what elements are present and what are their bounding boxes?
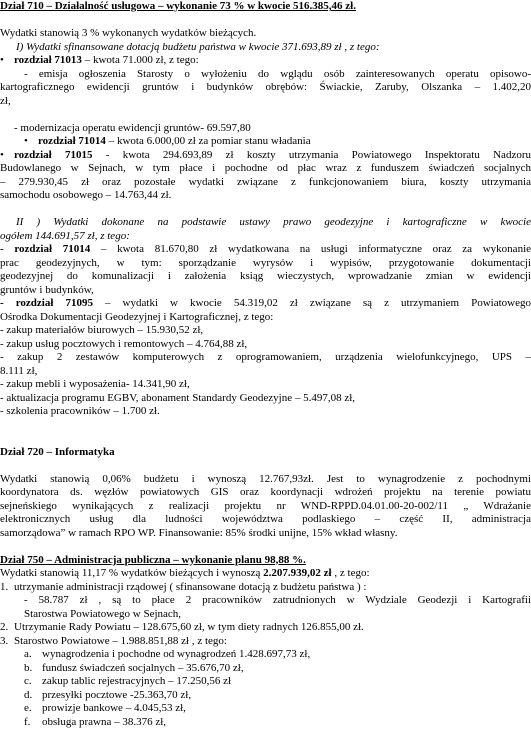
section-710-heading: Dział 710 – Działalność usługowa – wykonanie 73 % w kwocie 516.385,46 zł. (0, 0, 531, 14)
list-item: - zakup 2 zestawów komputerowych z oprogramowaniem, urządzenia wielofunkcyjnego, UPS – (0, 351, 531, 365)
list-item-2: 2. Utrzymanie Rady Powiatu – 128.675,60 zł, w tym diety radnych 126.855,00 zł. (0, 621, 531, 635)
r71015-text: – 279.930,45 zł oraz pozostałe wydatki związane z funkcjonowaniem biura, koszty utrzymania (0, 176, 531, 190)
list-item: - zakup mebli i wyposażenia- 14.341,90 zł, (0, 378, 531, 392)
part-ii-heading: II ) Wydatki dokonane na podstawie ustawy prawo geodezyjne i kartograficzne w kwocie (0, 216, 531, 230)
part-ii-heading: ogółem 144.691,57 zł, z tego: (0, 230, 531, 244)
list-item: 8.111 zł, (0, 365, 531, 379)
section-720-text: elektronicznych usług dla ludności województwa podlaskiego – część II, administracja (0, 513, 531, 527)
p71014-text: prac geodezyjnych, w tym: sporządzanie wyrysów i wypisów, przygotowanie dokumentacji (0, 257, 531, 271)
section-710-intro: Wydatki stanowią 3 % wykonanych wydatków bieżących. (0, 27, 531, 41)
section-750-intro: Wydatki stanowią 11,17 % wydatków bieżących i wynoszą 2.207.939,02 zł , z tego: (0, 567, 531, 581)
r71015-text: Budowlanego w Sejnach, w tym płace i pochodne od płac wraz z funduszem świadczeń socjalnych (0, 162, 531, 176)
bullet-icon: • (0, 54, 14, 68)
r71013-text: - modernizacja operatu ewidencji gruntów- 69.597,80 (0, 122, 531, 136)
section-750-heading: Dział 750 – Administracja publiczna – wykonanie planu 98,88 %. (0, 554, 531, 568)
list-item-1: 1. utrzymanie administracji rządowej ( sfinansowane dotacją z budżetu państwa ) : (0, 581, 531, 595)
section-720-heading: Dział 720 – Informatyka (0, 446, 531, 460)
r71013-text: zł, (0, 95, 531, 109)
bullet-icon: • (0, 149, 14, 163)
list-item: - szkolenia pracowników – 1.700 zł. (0, 405, 531, 419)
sub-list-item: f. obsługa prawna – 38.376 zł, (0, 716, 531, 729)
rozdzial-71014-line: • rozdział 71014 – kwota 6.000,00 zł za pomiar stanu władania (0, 135, 531, 149)
r71015-text: samochodu osobowego – 14.763,44 zł. (0, 189, 531, 203)
part-i-heading: I) Wydatki sfinansowane dotacją budżetu państwa w kwocie 371.693,89 zł , z tego: (0, 41, 531, 55)
sub-list-item: c. zakup tablic rejestracyjnych – 17.250,56 zł (0, 675, 531, 689)
rozdzial-71013-line: • rozdział 71013 – kwota 71.000 zł, z tego: (0, 54, 531, 68)
p71095-line: - rozdział 71095 – wydatki w kwocie 54.319,02 zł związane są z utrzymaniem Powiatowego (0, 297, 531, 311)
list-item: - zakup materiałów biurowych – 15.930,52 zł, (0, 324, 531, 338)
list-item: - aktualizacja programu EGBV, abonament Standardy Geodezyjne – 5.497,08 zł, (0, 392, 531, 406)
p71014-text: geodezyjnej do komunalizacji i założenia ksiąg wieczystych, wprowadzanie zmian w ewidencji (0, 270, 531, 284)
p71014-text: gruntów i budynków, (0, 284, 531, 298)
p71095-text: Ośrodka Dokumentacji Geodezyjnej i Kartograficznej, z tego: (0, 311, 531, 325)
section-720-text: koordynatora ds. węzłów powiatowych GIS oraz koordynacji wdrożeń projektu na terenie powiatu (0, 486, 531, 500)
section-720-text: Wydatki stanowią 0,06% budżetu i wynoszą 12.767,93zł. Jest to wynagrodzenie z pochodnymi (0, 473, 531, 487)
sub-list-item: e. prowizje bankowe – 4.045,53 zł, (0, 702, 531, 716)
p71014-line: - rozdział 71014 – kwota 81.670,80 zł wydatkowana na usługi informatyczne oraz za wykonanie (0, 243, 531, 257)
sub-list-item: b. fundusz świadczeń socjalnych – 35.676,70 zł, (0, 662, 531, 676)
bullet-icon: • (24, 135, 38, 149)
list-item: - zakup usług pocztowych i remontowych – 4.764,88 zł, (0, 338, 531, 352)
sub-list-item: a. wynagrodzenia i pochodne od wynagrodzeń 1.428.697,73 zł, (0, 648, 531, 662)
list-item-1-text: Starostwa Powiatowego w Sejnach, (0, 608, 531, 622)
section-720-text: samorządowa” w ramach RPO WP. Finansowanie: 85% środki unijne, 15% wkład własny. (0, 527, 531, 541)
list-item-3: 3. Starostwo Powiatowe – 1.988.851,88 zł , z tego: (0, 635, 531, 649)
r71013-text: - emisja ogłoszenia Starosty o wyłożeniu do wglądu osób zainteresowanych operatu opisowo- (0, 68, 531, 82)
r71013-text: kartograficznego ewidencji gruntów i budynków obrębów: Świackie, Zaruby, Olszanka – 1.402,20 (0, 81, 531, 95)
rozdzial-71015-line: • rozdział 71015 - kwota 294.693,89 zł koszty utrzymania Powiatowego Inspektoratu Nadzoru (0, 149, 531, 163)
sub-list-item: d. przesyłki pocztowe -25.363,70 zł, (0, 689, 531, 703)
section-720-text: sejneńskiego wynikających z realizacji projektu nr WND-RPPD.04.01.00-20-002/11 „ Wdrażanie (0, 500, 531, 514)
list-item-1-text: - 58.787 zł , są to płace 2 pracowników zatrudnionych w Wydziale Geodezji i Kartografii (0, 594, 531, 608)
